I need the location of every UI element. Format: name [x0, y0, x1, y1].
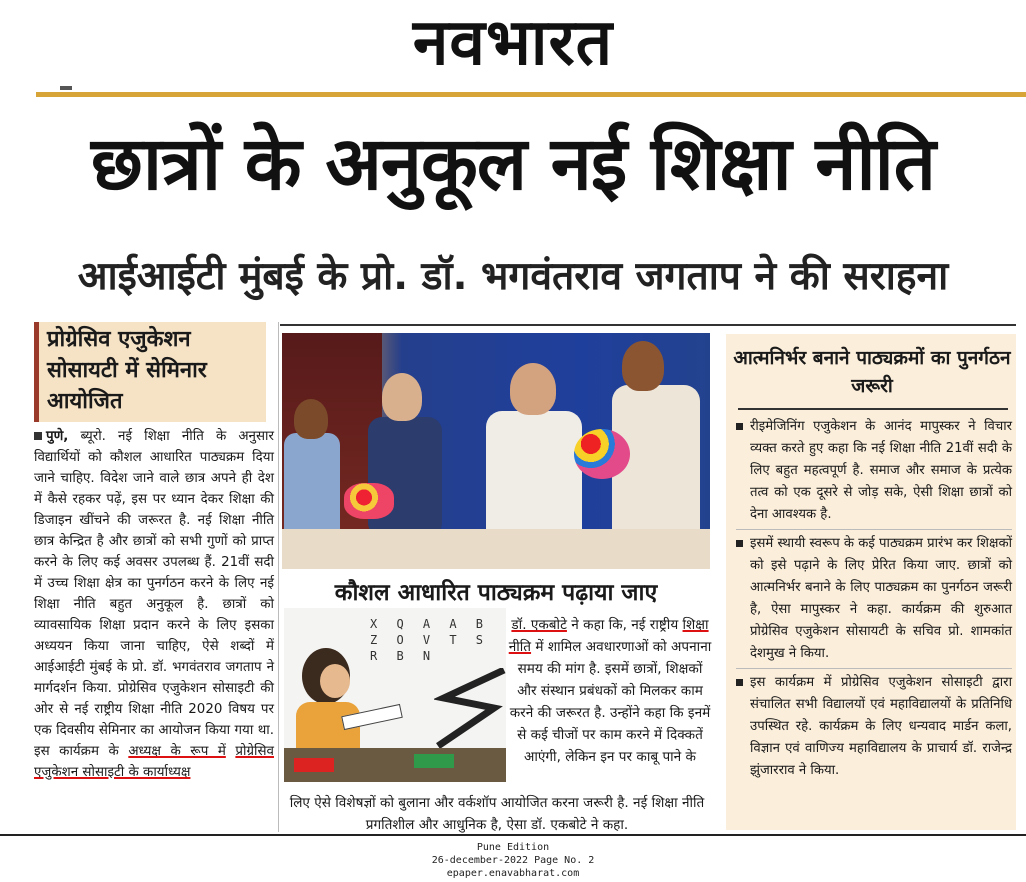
column-divider: [278, 322, 279, 832]
subheadline: आईआईटी मुंबई के प्रो. डॉ. भगवंतराव जगताप ने की सराहना: [77, 254, 949, 299]
page-bottom-rule: [0, 834, 1026, 836]
right-paragraph: [736, 416, 1012, 530]
masthead-tick: [60, 86, 72, 90]
photo-person: [284, 433, 340, 543]
dateline: पुणे,: [46, 429, 69, 444]
masthead-divider: [36, 92, 1026, 97]
zigzag-arrow-icon: [434, 668, 506, 748]
right-paragraph-text: इस कार्यक्रम में प्रोग्रेसिव एजुकेशन सोसाइटी द्वारा संचालित सभी विद्यालयों एवं महाविद्यालयों के प्रतिनिधि उपस्थित रहे. कार्यक्रम के लिए धन्यवाद मार्डन कला, विज्ञान एवं वाणिज्य महाविद्यालय के प्राचार्य डॉ. राजेन्द्र झुंजारराव ने किया.: [750, 675, 1012, 778]
edition-label: Pune Edition: [476, 842, 550, 853]
photo-person: [510, 363, 556, 415]
middle-body-text: ने कहा कि, नई राष्ट्रीय: [571, 617, 679, 633]
masthead: [0, 0, 1026, 92]
left-body-text: ब्यूरो. नई शिक्षा नीति के अनुसार विद्यार्थियों को कौशल आधारित पाठ्यक्रम दिया जाने चाहिए. विदेश जाने वाले छात्र अपने ही देश में कैसे रहकर पढ़ें, इस पर ध्यान देकर शिक्षा की डिजाइन खींचने की जरूरत है. नई शिक्षा नीति छात्र केन्द्रित है और छात्रों को सभी गुणों को प्राप्त करने के लिए कई अवसर उपलब्ध हैं. 21वीं सदी में उच्च शिक्षा क्षेत्र का पुनर्गठन करने के लिए नई शिक्षा नीति बहुत अनुकूल है. छात्रों को व्यावसायिक शिक्षा प्रदान करने के लिए इसका अध्ययन किया जाना चाहिए, ऐसे शब्दों में आईआईटी मुंबई के प्रो. डॉ. भगवंतराव जगताप ने मार्गदर्शन किया. प्रोग्रेसिव एजुकेशन सोसाइटी की ओर से नई राष्ट्रीय शिक्षा नीति 2020 विषय पर एक दिवसीय सेमिनार का आयोजन किया गया था. इस कार्यक्रम के: [34, 429, 274, 759]
right-heading-rule: [738, 408, 1008, 410]
event-photo: [282, 333, 710, 569]
girl-face: [320, 664, 350, 698]
right-article-heading: आत्मनिर्भर बनाने पाठ्यक्रमों का पुनर्गठन जरूरी: [733, 347, 1011, 397]
right-article-body: [736, 416, 1012, 788]
bouquet-icon: [344, 483, 394, 519]
bullet-square-icon: [736, 679, 743, 686]
headline: छात्रों के अनुकूल नई शिक्षा नीति: [90, 121, 935, 207]
middle-body-text: में शामिल अवधारणाओं को अपनाना समय की मांग है. इसमें छात्रों, शिक्षकों और संस्थान प्रबंधकों को मिलकर काम करने की जरूरत है. उन्होंने कहा कि इनमें से कई चीजों पर काम करने में दिक्कतें आएंगी, लेकिन इन पर काबू पाने के: [509, 639, 712, 765]
middle-article-heading: कौशल आधारित पाठ्यक्रम पढ़ाया जाए: [334, 580, 658, 606]
bullet-square-icon: [736, 423, 743, 430]
photo-table: [282, 529, 710, 569]
epaper-url: epaper.enavabharat.com: [446, 868, 580, 879]
left-heading-line: आयोजित: [47, 389, 123, 414]
student-illustration: [284, 608, 506, 782]
underlined-phrase: प्रोग्रेसिव एजुकेशन सोसाइटी के कार्याध्यक्ष: [34, 744, 274, 780]
middle-article-body: [508, 614, 712, 768]
left-article-body: [34, 426, 274, 783]
right-paragraph: [736, 533, 1012, 669]
photo-person: [294, 399, 328, 439]
underlined-name: डॉ. एकबोटे: [511, 617, 567, 633]
page-footer: [0, 841, 1026, 880]
green-book-icon: [414, 754, 454, 768]
photo-person: [622, 341, 664, 391]
underlined-phrase: अध्यक्ष के रूप में: [128, 744, 226, 759]
left-heading-line: प्रोग्रेसिव एजुकेशन: [47, 327, 191, 352]
newspaper-logo: नवभारत: [412, 6, 614, 80]
left-article-heading: [34, 322, 266, 422]
right-paragraph-text: रीइमेजिनिंग एजुकेशन के आनंद मापुस्कर ने विचार व्यक्त करते हुए कहा कि नई शिक्षा नीति 21वीं सदी के लिए बहुत महत्वपूर्ण है. समाज और समाज के प्रत्येक तत्व को एक दूसरे से जोड़ सके, ऐसी शिक्षा छात्रों को देना आवश्यक है.: [750, 419, 1012, 522]
underlined-phrase: शिक्षा नीति: [508, 617, 709, 655]
section-rule: [280, 324, 1016, 326]
red-book-icon: [294, 758, 334, 772]
right-paragraph: [736, 672, 1012, 785]
bouquet-icon: [574, 429, 630, 479]
date-page-label: 26-december-2022 Page No. 2: [431, 855, 595, 866]
middle-article-continuation: लिए ऐसे विशेषज्ञों को बुलाना और वर्कशॉप आयोजित करना जरूरी है. नई शिक्षा नीति प्रगतिशील और आधुनिक है, ऐसा डॉ. एकबोटे ने कहा.: [289, 795, 705, 833]
photo-person: [368, 417, 442, 537]
floating-letters: X Q A A B Z O V T S R B N: [370, 617, 490, 663]
bullet-square-icon: [736, 540, 743, 547]
photo-person: [382, 373, 422, 421]
left-heading-line: सोसायटी में सेमिनार: [47, 358, 207, 383]
right-paragraph-text: इसमें स्थायी स्वरूप के कई पाठ्यक्रम प्रारंभ कर शिक्षकों को इसे पढ़ाने के लिए प्रेरित किया जाए. छात्रों को आत्मनिर्भर बनाने के लिए पाठ्यक्रम का पुनर्गठन जरूरी है, ऐसा मापुस्कर ने कहा. कार्यक्रम की शुरुआत प्रोग्रेसिव एजुकेशन सोसायटी के सचिव प्रो. शामकांत देशमुख ने किया.: [750, 536, 1012, 661]
bullet-square-icon: [34, 432, 42, 440]
